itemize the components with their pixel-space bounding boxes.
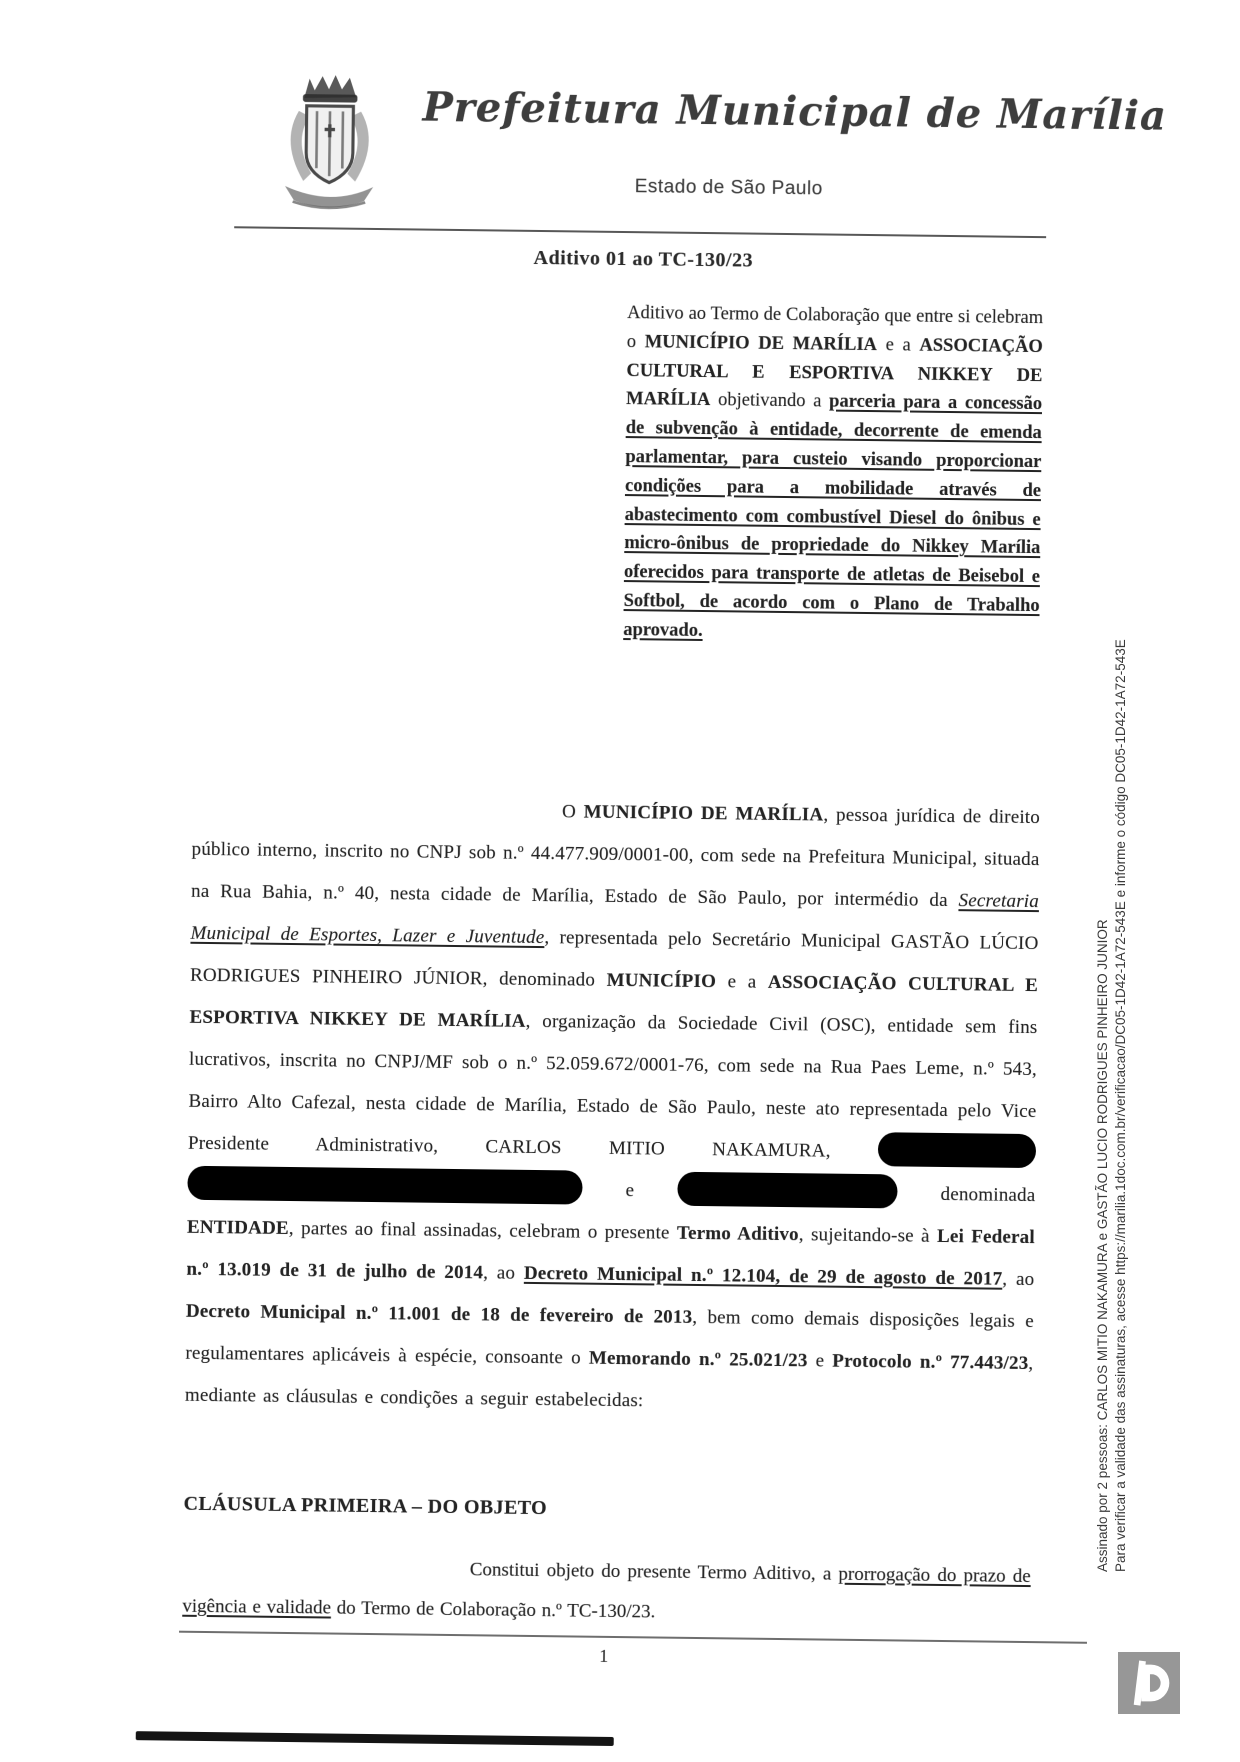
text-segment: ENTIDADE — [187, 1217, 289, 1239]
text-segment: Termo Aditivo — [677, 1223, 799, 1245]
text-segment: do Termo de Colaboração n.º TC-130/23. — [331, 1598, 656, 1623]
text-segment: , partes ao final assinadas, celebram o presente — [289, 1218, 677, 1244]
text-segment: objetivando a — [710, 390, 829, 411]
text-segment: , representada pelo Secretário Municipal GASTÃO LÚCIO RODRIGUES PINHEIRO JÚNIOR, denominado — [190, 927, 1039, 991]
text-segment: Secretaria Municipal de Esportes, Lazer e Juventude — [190, 890, 1039, 948]
text-segment: O — [562, 801, 584, 822]
redaction-bar — [187, 1166, 582, 1205]
text-segment: e — [807, 1350, 832, 1371]
text-segment: Memorando n.º 25.021/23 — [589, 1348, 808, 1372]
text-segment: , ao — [483, 1262, 524, 1283]
onedoc-logo-icon — [1118, 1652, 1180, 1714]
text-segment: e — [582, 1180, 677, 1202]
page-number: 1 — [179, 1641, 1029, 1672]
text-segment: MUNICÍPIO — [606, 970, 716, 992]
redaction-bar — [677, 1172, 897, 1209]
clause-one-paragraph — [182, 1547, 1031, 1637]
text-segment: Lei Federal n.º 13.019 de 31 de julho de 2014 — [186, 1226, 1035, 1283]
text-segment: e a — [716, 971, 768, 993]
text-segment: , ao — [1002, 1269, 1034, 1290]
page-title: Prefeitura Municipal de Marília — [422, 84, 1053, 139]
signature-signers-line: Assinado por 2 pessoas: CARLOS MITIO NAKAMURA e GASTÃO LUCIO RODRIGUES PINHEIRO JUNIOR — [1094, 542, 1112, 1572]
text-segment: prorrogação do prazo de vigência e validade — [182, 1564, 1031, 1619]
header-divider — [234, 226, 1046, 238]
text-segment: , mediante as cláusulas e condições a seguir estabelecidas: — [185, 1353, 1034, 1411]
text-segment: Decreto Municipal n.º 11.001 de 18 de fevereiro de 2013 — [186, 1301, 693, 1328]
document-title: Aditivo 01 ao TC-130/23 — [196, 243, 1046, 276]
signature-verification-sidebar — [1094, 542, 1129, 1572]
header-subtitle: Estado de São Paulo — [635, 176, 823, 200]
text-segment: ASSOCIAÇÃO CULTURAL E ESPORTIVA NIKKEY DE MARÍLIA — [626, 335, 1043, 410]
text-segment: ASSOCIAÇÃO CULTURAL E ESPORTIVA NIKKEY DE MARÍLIA — [189, 972, 1038, 1032]
text-segment: , sujeitando-se à — [799, 1224, 937, 1247]
text-segment: Constitui objeto do presente Termo Aditivo, a — [470, 1559, 839, 1585]
text-segment: parceria para a concessão de subvenção à entidade, decorrente de emenda parlamentar, para custeio visando proporcionar condições para a mobilidade através de abastecimento com combustível Diesel do ônibus e micro-ônibus de propriedade do Nikkey Marília oferecidos para transporte de atletas de Beisebol e Softbol, de acordo com o Plano de Trabalho aprovado. — [623, 392, 1042, 641]
text-segment: Decreto Municipal n.º 12.104, de 29 de agosto de 2017 — [524, 1263, 1003, 1290]
signature-verification-line: Para verificar a validade das assinaturas, acesse https://marilia.1doc.com.br/verificacao/DC05-1D42-1A72-543E e informe o código DC05-1D42-1A72-543E — [1112, 542, 1130, 1572]
redaction-bar — [878, 1132, 1036, 1168]
text-segment: denominada — [897, 1183, 1035, 1206]
clause-one-heading: CLÁUSULA PRIMEIRA – DO OBJETO — [183, 1493, 547, 1520]
text-segment: Protocolo n.º 77.443/23 — [832, 1351, 1028, 1374]
text-segment: MUNICÍPIO DE MARÍLIA — [584, 802, 824, 826]
text-segment: , organização da Sociedade Civil (OSC), entidade sem fins lucrativos, inscrita no CNPJ/MF sob o n.º 52.059.672/0001-76, com sede na Rua Paes Leme, n.º 543, Bairro Alto Cafezal, nesta cidade de Marília, Estado de São Paulo, neste ato representada pelo Vice Presidente Administrativo, CARLOS MITIO NAKAMURA, — [188, 1011, 1038, 1162]
text-segment: , pessoa jurídica de direito público interno, inscrito no CNPJ sob n.º 44.477.909/0001-00, com sede na Prefeitura Municipal, situada na Rua Bahia, n.º 40, nesta cidade de Marília, Estado de São Paulo, por intermédio da — [191, 804, 1040, 911]
preamble-paragraph — [185, 787, 1041, 1427]
marilia-coat-of-arms-icon — [266, 72, 398, 219]
text-segment: e a — [877, 335, 920, 356]
scan-edge-artifact — [136, 1731, 614, 1746]
text-segment: , bem como demais disposições legais e regulamentares aplicáveis à espécie, consoante o — [185, 1307, 1034, 1369]
text-segment: Aditivo ao Termo de Colaboração que entre si celebram o — [627, 303, 1044, 352]
text-segment: MUNICÍPIO DE MARÍLIA — [645, 332, 877, 355]
recital-summary-paragraph — [623, 299, 1043, 650]
